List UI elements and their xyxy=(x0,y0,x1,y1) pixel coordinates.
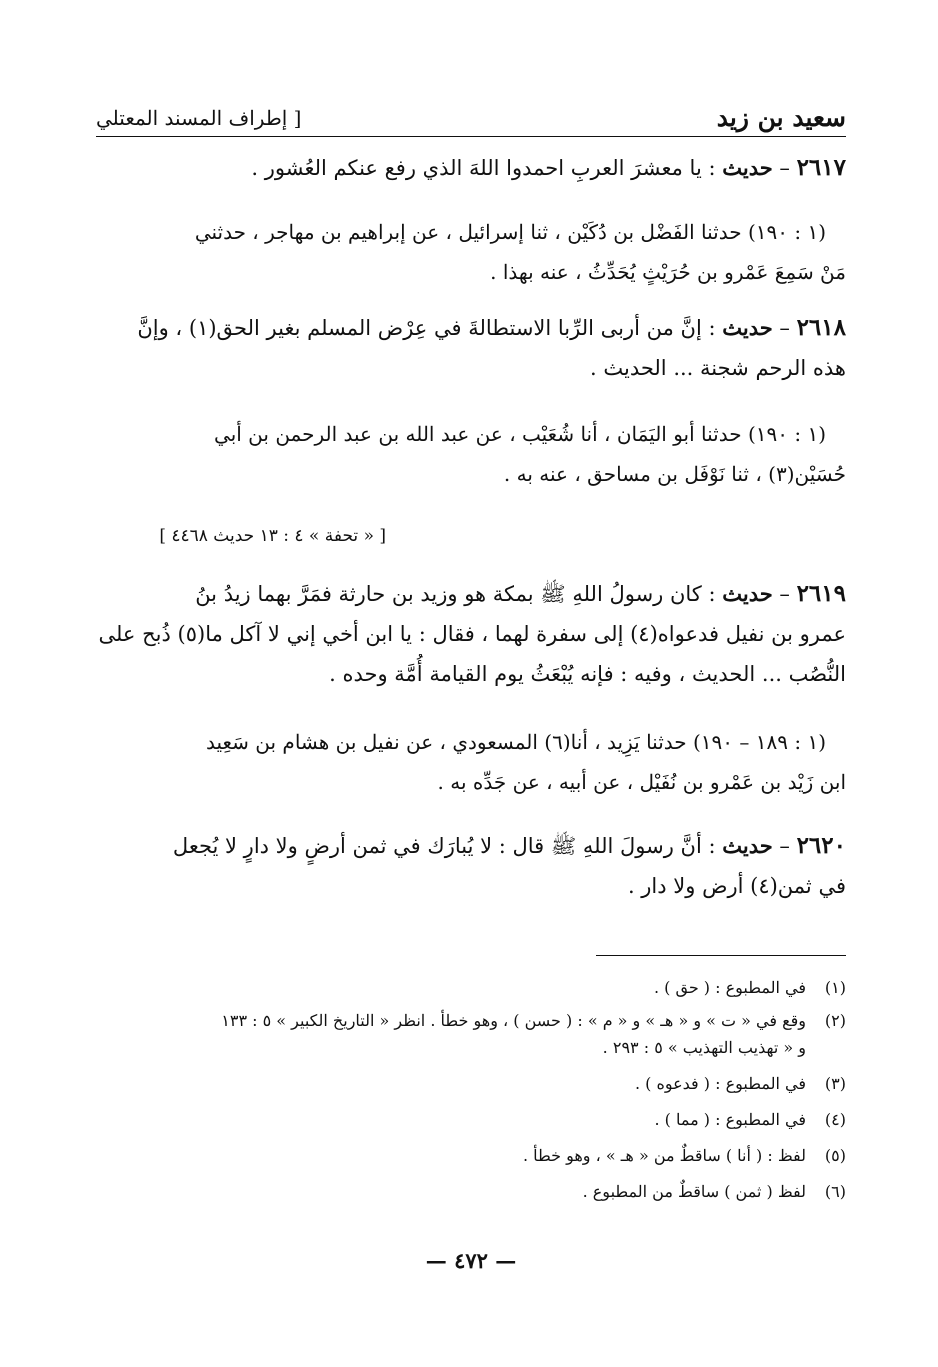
hadith-keyword: حديث xyxy=(722,315,773,340)
footnote-text: لفظ : ( أنا ) ساقطٌ من « هـ » ، وهو خطأ . xyxy=(522,1146,806,1165)
footnote-number: (٦) xyxy=(824,1182,846,1201)
isnad-line: (١ : ١٩٠) حدثنا الفَضْل بن دُكَيْن ، ثنا إسرائيل ، عن إبراهيم بن مهاجر ، حدثني xyxy=(194,220,826,244)
hadith-line: عمرو بن نفيل فدعواه(٤) إلى سفرة لهما ، فقال : يا ابن أخي إني لا آكل ما(٥) ذُبح على xyxy=(98,622,846,646)
hadith-line: ٢٦١٩ – حديث : كان رسولُ اللهِ ﷺ بمكة هو وزيد بن حارثة فمَرَّ بهما زيدُ بنُ xyxy=(195,580,846,607)
footnote-number: (٢) xyxy=(824,1011,846,1030)
hadith-keyword: حديث xyxy=(722,833,773,858)
footnote xyxy=(96,1102,846,1138)
isnad-line: مَنْ سَمِعَ عَمْرو بن حُرَيْثٍ يُحَدِّثُ ، عنه بهذا . xyxy=(490,260,846,284)
footnote-number: (٣) xyxy=(824,1074,846,1093)
isnad-line: ابن زَيْد بن عَمْرو بن نُفَيْل ، عن أبيه ، عن جَدِّه به . xyxy=(437,770,846,794)
hadith-line: هذه الرحم شجنة ... الحديث . xyxy=(590,356,846,380)
hadith-number: ٢٦٢٠ xyxy=(796,832,846,859)
footnote xyxy=(96,1066,846,1102)
hadith-line: النُّصُب ... الحديث ، وفيه : فإنه يُبْعَثُ يوم القيامة أُمَّة وحده . xyxy=(329,662,846,686)
running-head xyxy=(96,92,846,137)
hadith-line: في ثمن(٤) أرض ولا دار . xyxy=(627,874,846,898)
hadith-text xyxy=(96,148,846,188)
hadith-number: ٢٦١٧ xyxy=(796,154,846,181)
hadith-text xyxy=(96,826,846,906)
footnote xyxy=(96,1138,846,1174)
hadith-line: ٢٦٢٠ – حديث : أنَّ رسولَ اللهِ ﷺ قال : لا يُبارَك في ثمن أرضٍ ولا دارٍ لا يُجعل xyxy=(172,832,846,859)
isnad-line: حُسَيْن(٣) ، ثنا نَوْفَل بن مساحق ، عنه به . xyxy=(503,462,846,486)
footnote-continuation: و « تهذيب التهذيب » ٥ : ٢٩٣ . xyxy=(602,1038,806,1057)
hadith-keyword: حديث xyxy=(722,155,773,180)
hadith-line: ٢٦١٧ – حديث : يا معشرَ العربِ احمدوا اللهَ الذي رفع عنكم العُشور . xyxy=(251,154,846,181)
footnote-text: وقع في « ت » و « هـ » و « م » : ( حسن ) ، وهو خطأ . انظر « التاريخ الكبير » ٥ : ١٣٣ xyxy=(221,1011,806,1030)
hadith-line: ٢٦١٨ – حديث : إنَّ من أربى الرِّبا الاستطالةَ في عِرْض المسلم بغير الحق(١) ، وإنَّ xyxy=(137,314,846,341)
hadith-text xyxy=(96,308,846,388)
footnote xyxy=(96,1006,846,1036)
footnote-text: لفظ ( ثمن ) ساقطٌ من المطبوع . xyxy=(582,1182,806,1201)
footnote xyxy=(96,970,846,1006)
page-number: — ٤٧٢ — xyxy=(425,1248,517,1273)
isnad-line: (١ : ١٨٩ – ١٩٠) حدثنا يَزِيد ، أنا(٦) المسعودي ، عن نفيل بن هشام بن سَعِيد xyxy=(205,730,826,754)
tuhfa-reference: [ « تحفة » ٤ : ١٣ حديث ٤٤٦٨ ] xyxy=(159,526,386,546)
footnote-divider xyxy=(596,955,846,956)
hadith-text xyxy=(96,574,846,694)
hadith-keyword: حديث xyxy=(722,581,773,606)
hadith-number: ٢٦١٨ xyxy=(796,314,846,341)
isnad-text xyxy=(96,722,846,802)
footnote xyxy=(96,1174,846,1210)
hadith-number: ٢٦١٩ xyxy=(796,580,846,607)
footnote-number: (٤) xyxy=(824,1110,846,1129)
isnad-text xyxy=(96,414,846,494)
footnote-text: في المطبوع : ( حق ) . xyxy=(653,978,806,997)
footnotes xyxy=(96,970,846,1210)
footnote-number: (١) xyxy=(824,978,846,997)
isnad-line: (١ : ١٩٠) حدثنا أبو اليَمَان ، أنا شُعَيْب ، عن عبد الله بن عبد الرحمن بن أبي xyxy=(214,422,826,446)
header-book-section: سعيد بن زيد xyxy=(716,103,846,132)
footnote-text: في المطبوع : ( فدعوه ) . xyxy=(634,1074,806,1093)
isnad-text xyxy=(96,212,846,292)
header-book-title: [ إطراف المسند المعتلي xyxy=(96,106,302,130)
footnote-text: في المطبوع : ( مما ) . xyxy=(654,1110,806,1129)
footnote-number: (٥) xyxy=(824,1146,846,1165)
